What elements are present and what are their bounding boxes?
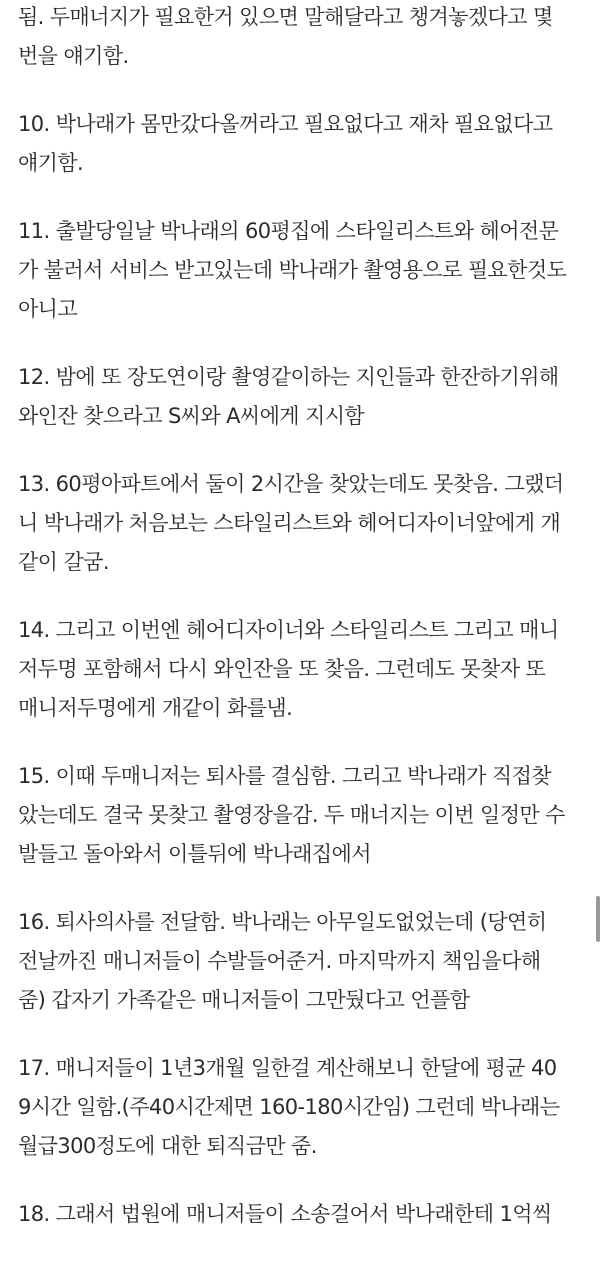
text-line: 15. 이때 두매니저는 퇴사를 결심함. 그리고 박나래가 직접찾	[18, 764, 551, 788]
text-line: 9시간 일함.(주40시간제면 160-180시간임) 그런데 박나래는	[18, 1095, 560, 1119]
text-line: 가 불러서 서비스 받고있는데 박나래가 촬영용으로 필요한것도	[18, 258, 567, 282]
text-line: 았는데도 결국 못찾고 촬영장을감. 두 매너지는 이번 일정만 수	[18, 803, 565, 827]
text-line: 됨. 두매너지가 필요한거 있으면 말해달라고 챙겨놓겠다고 몇	[18, 5, 553, 29]
text-line: 같이 갈굼.	[18, 550, 109, 574]
text-line: 월급300정도에 대한 퇴직금만 줌.	[18, 1134, 317, 1158]
paragraph	[18, 1195, 592, 1234]
paragraph	[18, 757, 592, 874]
text-line: 16. 퇴사의사를 전달함. 박나래는 아무일도없었는데 (당연히	[18, 910, 547, 934]
paragraph	[18, 358, 592, 436]
article-body	[18, 0, 592, 1263]
text-line: 10. 박나래가 몸만갔다올꺼라고 필요없다고 재차 필요없다고	[18, 112, 553, 136]
text-line: 17. 매니저들이 1년3개월 일한걸 계산해보니 한달에 평균 40	[18, 1056, 557, 1080]
paragraph	[18, 0, 592, 76]
text-line: 와인잔 찾으라고 S씨와 A씨에게 지시함	[18, 404, 365, 428]
text-line: 발들고 돌아와서 이틀뒤에 박나래집에서	[18, 842, 371, 866]
text-line: 18. 그래서 법원에 매니저들이 소송걸어서 박나래한테 1억씩	[18, 1202, 552, 1226]
text-line: 저두명 포함해서 다시 와인잔을 또 찾음. 그런데도 못찾자 또	[18, 657, 546, 681]
paragraph	[18, 1049, 592, 1166]
text-line: 매니저두명에게 개같이 화를냄.	[18, 696, 293, 720]
scrollbar-thumb[interactable]	[596, 896, 600, 942]
paragraph	[18, 465, 592, 582]
text-line: 12. 밤에 또 장도연이랑 촬영같이하는 지인들과 한잔하기위해	[18, 365, 559, 389]
text-line: 줌) 갑자기 가족같은 매니저들이 그만뒀다고 언플함	[18, 988, 470, 1012]
text-line: 아니고	[18, 297, 78, 321]
text-line: 11. 출발당일날 박나래의 60평집에 스타일리스트와 헤어전문	[18, 219, 559, 243]
paragraph	[18, 212, 592, 329]
paragraph	[18, 903, 592, 1020]
paragraph	[18, 611, 592, 728]
text-line: 번을 얘기함.	[18, 44, 129, 68]
paragraph	[18, 105, 592, 183]
text-line: 얘기함.	[18, 151, 84, 175]
text-line: 13. 60평아파트에서 둘이 2시간을 찾았는데도 못찾음. 그랬더	[18, 472, 564, 496]
text-line: 14. 그리고 이번엔 헤어디자이너와 스타일리스트 그리고 매니	[18, 618, 559, 642]
text-line: 니 박나래가 처음보는 스타일리스트와 헤어디자이너앞에게 개	[18, 511, 561, 535]
text-line: 전날까진 매니저들이 수발들어준거. 마지막까지 책임을다해	[18, 949, 541, 973]
